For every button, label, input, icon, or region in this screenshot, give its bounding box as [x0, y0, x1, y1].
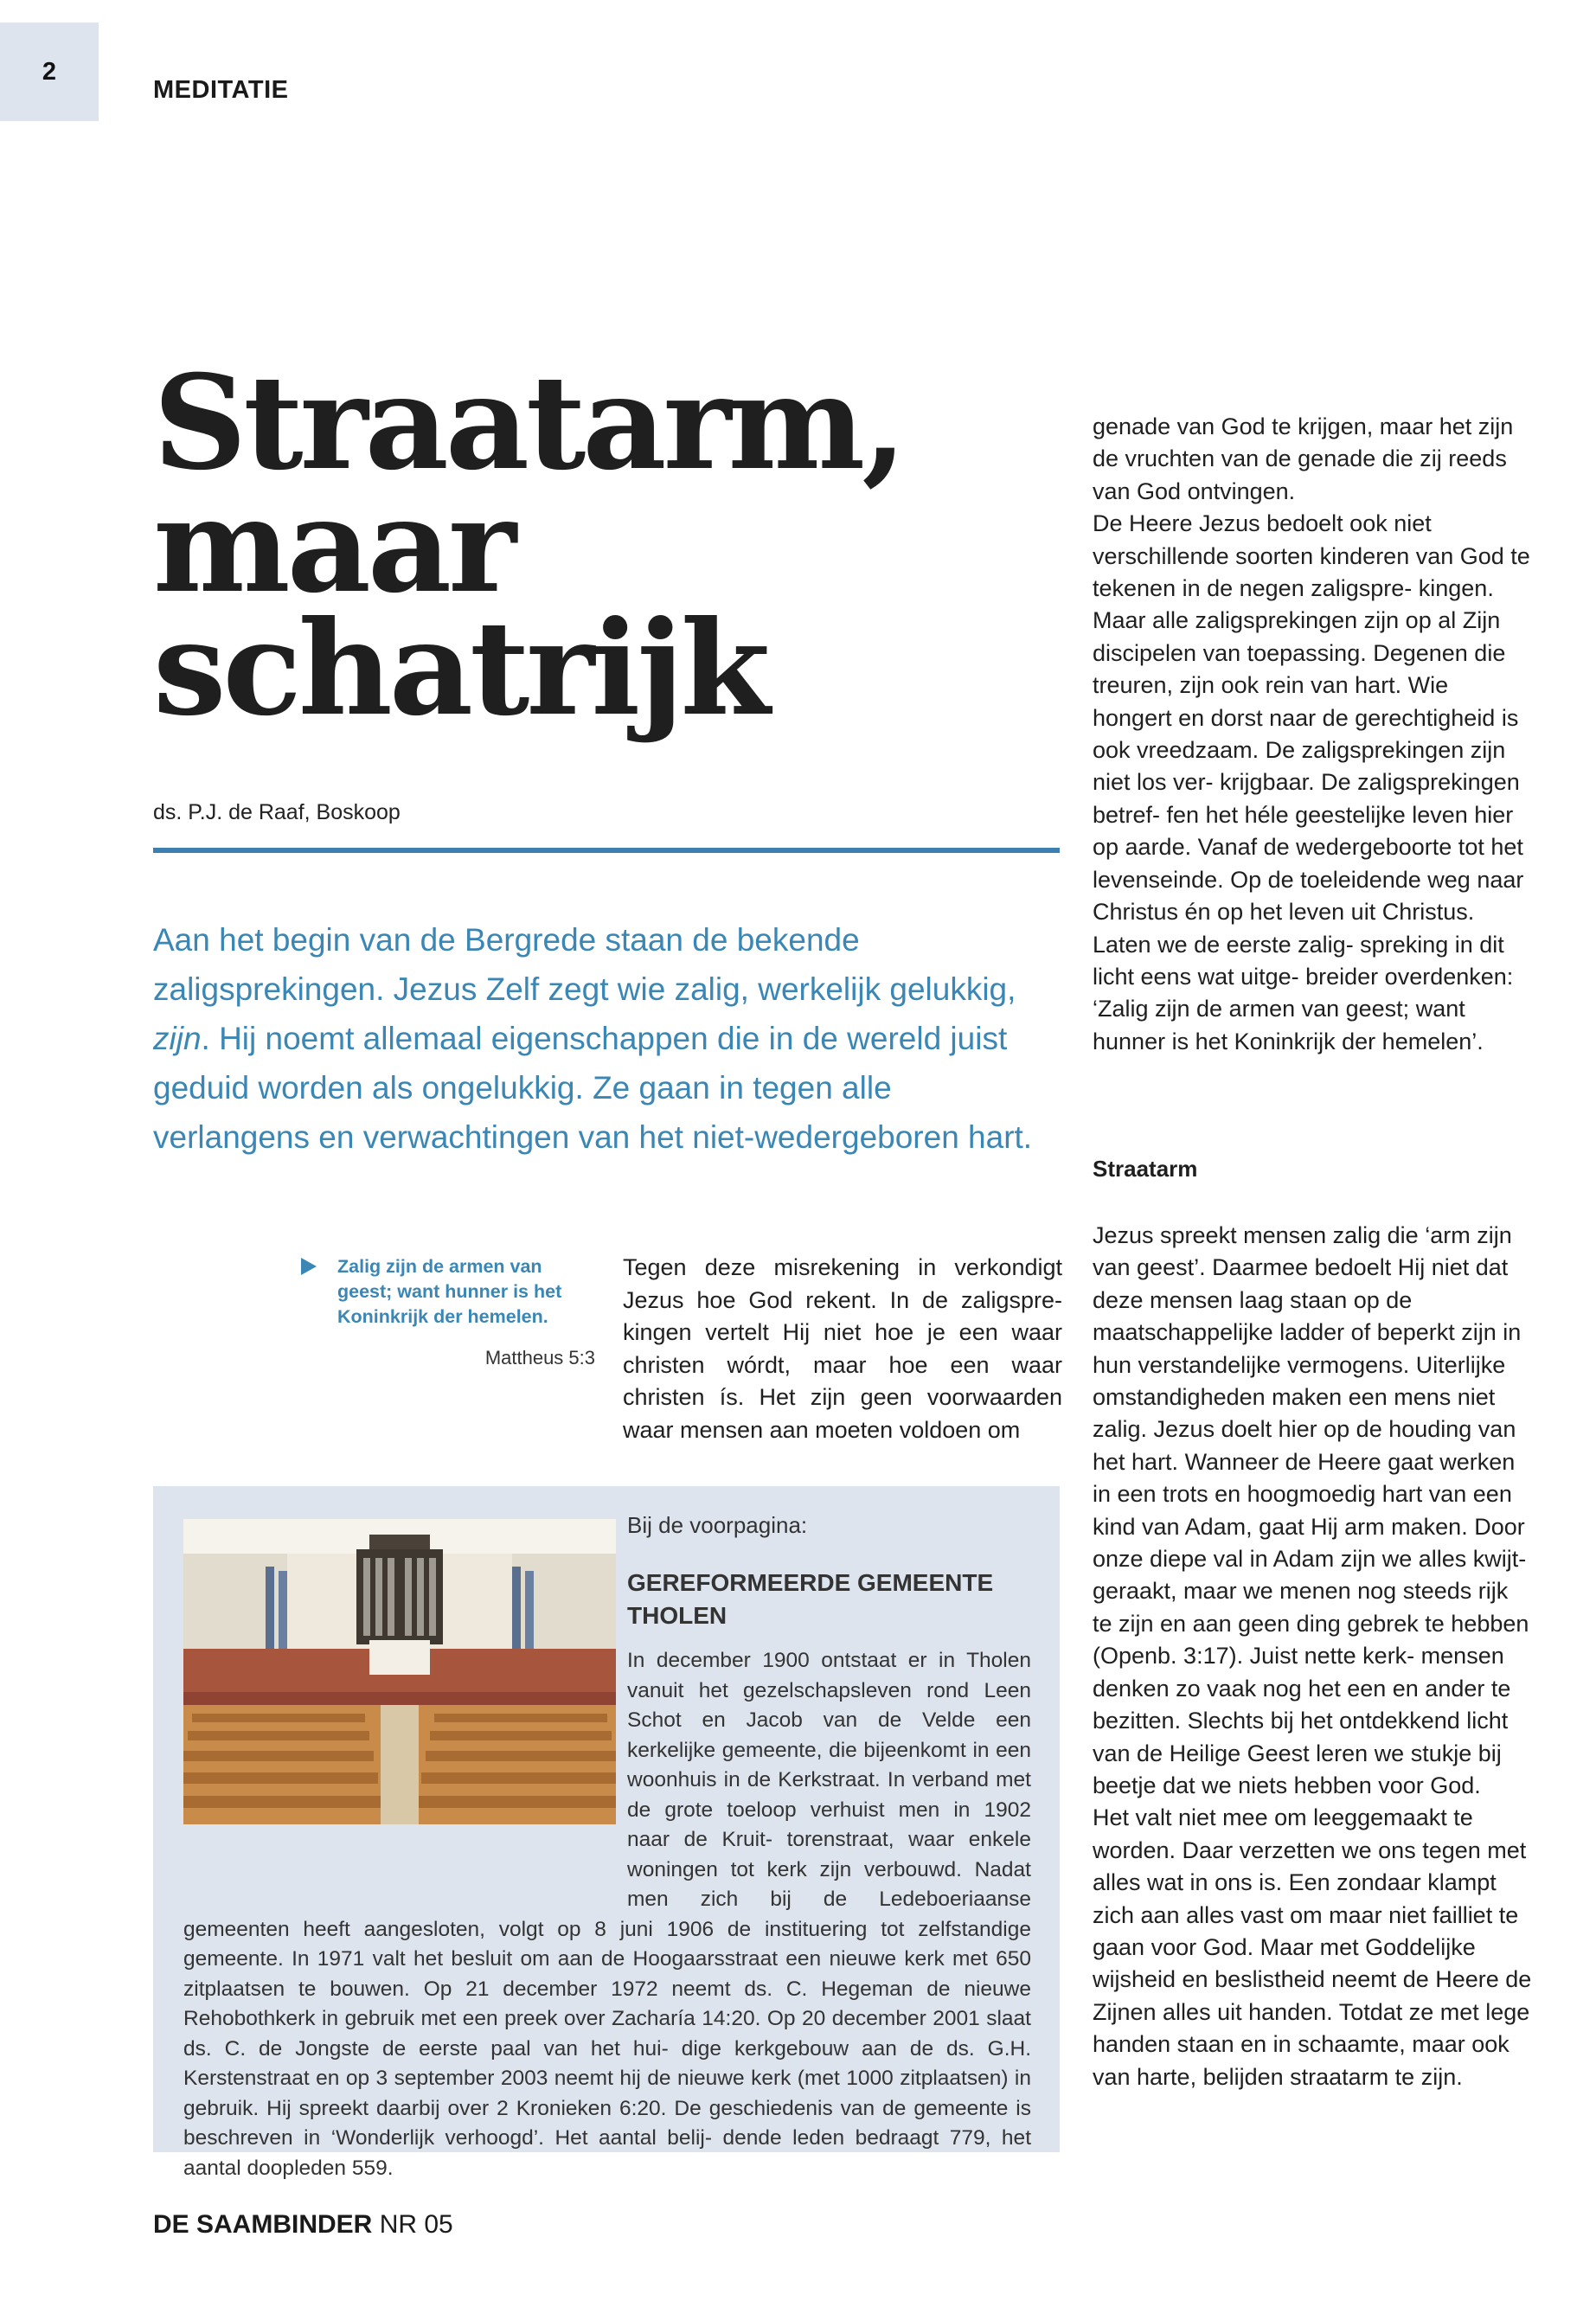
play-triangle-icon: [301, 1258, 317, 1275]
section-label: MEDITATIE: [153, 76, 289, 104]
title-line-3: schatrijk: [153, 593, 767, 745]
lead-emphasis: zijn: [153, 1021, 202, 1056]
box-heading: GEREFORMEERDE GEMEENTE THOLEN: [627, 1569, 994, 1629]
issue-number: NR 05: [379, 2210, 453, 2239]
box-kicker: Bij de voorpagina:: [627, 1512, 808, 1538]
column-3-text: genade van God te krijgen, maar het zijn de vruchten van de genade die zij reeds van God ontvingen. De Heere Jezus bedoelt ook niet verschillende soorten kinderen van God te tekenen in de negen zaligspre- kingen. Maar alle zaligsprekingen zijn op al Zijn discipelen van toepassing. Degenen die treuren, zijn ook rein van hart. Wie hongert en dorst naar de gerechtigheid is ook vreedzaam. De zaligsprekingen zijn niet los ver- krijgbaar. De zaligsprekingen betref- fen het héle geestelijke leven hier op aarde. Vanaf de wedergeboorte tot het levenseinde. Op de toeleidende weg naar Christus én op het leven uit Christus. Laten we de eerste zalig- spreking in dit licht eens wat uitge- breider overdenken: ‘Zalig zijn de armen van geest; want hunner is het Koninkrijk der hemelen’.: [1093, 413, 1530, 1054]
intro-paragraph: Tegen deze misrekening in verkondigt Jezus hoe God rekent. In de zaligspre- kingen vertelt Hij niet hoe je een waar christen wórdt, maar hoe een waar christen ís. Het zijn geen voorwaarden waar mensen aan moeten voldoen om: [623, 1254, 1062, 1443]
quote-reference: Mattheus 5:3: [484, 1347, 595, 1368]
magazine-name: DE SAAMBINDER: [153, 2210, 373, 2239]
title-line-1: Straatarm,: [153, 347, 904, 499]
cover-info-box: [153, 1486, 1060, 2180]
lead-text-end: . Hij noemt allemaal eigenschappen die in de wereld juist geduid worden als ongelukkig. Ze gaan in tegen alle verlangens en verwachtingen van het niet-wedergeboren hart.: [153, 1021, 1033, 1155]
quote-body: [301, 1254, 595, 1330]
photo-wrap-spacer: [183, 1646, 627, 1900]
title-line-2: maar: [153, 470, 514, 622]
lead-text-start: Aan het begin van de Bergrede staan de bekende zaligsprekingen. Jezus Zelf zegt wie zalig, werkelijk gelukkig,: [153, 922, 1016, 1007]
quote-text: Zalig zijn de armen van geest; want hunner is het Koninkrijk der hemelen.: [337, 1256, 562, 1327]
subheading-straatarm: Straatarm: [1093, 1156, 1198, 1182]
box-body-text: [183, 1646, 1031, 2183]
footer-magazine: [153, 2210, 453, 2240]
article-title: [153, 347, 904, 745]
bible-quote: [301, 1254, 595, 1369]
title-divider: [153, 848, 1060, 853]
author-byline: ds. P.J. de Raaf, Boskoop: [153, 800, 401, 824]
column-3-continued: Jezus spreekt mensen zalig die ‘arm zijn van geest’. Daarmee bedoelt Hij niet dat deze mensen laag staan op de maatschappelijke ladder of beperkt zijn in hun verstandelijke vermogens. Uiterlijke omstandigheden maken een mens niet zalig. Jezus doelt hier op de houding van het hart. Wanneer de Heere gaat werken in een trots en hoogmoedig hart van een kind van Adam, gaat Hij arm maken. Door onze diepe val in Adam zijn we alles kwijt- geraakt, maar we menen nog steeds rijk te zijn en aan geen ding gebrek te hebben (Openb. 3:17). Juist nette kerk- mensen denken zo vaak nog het een en ander te bezitten. Slechts bij het ontdekkend licht van de Heilige Geest leren we stukje bij beetje dat we niets hebben voor God. Het valt niet mee om leeggemaakt te worden. Daar verzetten we ons tegen met alles wat in ons is. Een zondaar klampt zich aan alles vast om maar niet failliet te gaan voor God. Maar met Goddelijke wijsheid en beslistheid neemt de Heere de Zijnen alles uit handen. Totdat ze met lege handen staan en in schaamte, maar ook van harte, belijden straatarm te zijn.: [1093, 1222, 1532, 2090]
page-number: 2: [0, 22, 99, 121]
box-body-copy: In december 1900 ontstaat er in Tholen vanuit het gezelschapsleven rond Leen Schot en Jacob van de Velde een kerkelijke gemeente, die bijeenkomt in een woonhuis in de Kerkstraat. In verband met de grote toeloop verhuist men in 1902 naar de Kruit- torenstraat, waar enkele woningen tot kerk zijn verbouwd. Nadat men zich bij de Ledeboeriaanse gemeenten heeft aangesloten, volgt op 8 juni 1906 de instituering tot zelfstandige gemeente. In 1971 valt het besluit om aan de Hoogaarsstraat een nieuwe kerk met 650 zitplaatsen te bouwen. Op 21 december 1972 neemt ds. C. Hegeman de nieuwe Rehobothkerk in gebruik met een preek over Zacharía 14:20. Op 20 december 2001 slaat ds. C. de Jongste de eerste paal van het hui- dige kerkgebouw aan de ds. G.H. Kerstenstraat en op 3 september 2003 neemt hij de nieuwe kerk (met 1000 zitplaatsen) in gebruik. Hij spreekt daarbij over 2 Kronieken 6:20. De geschiedenis van de gemeente is beschreven in ‘Wonderlijk verhoogd’. Het aantal belij- dende leden bedraagt 779, het aantal doopleden 559.: [183, 1649, 1031, 2180]
lead-paragraph: [153, 915, 1053, 1162]
